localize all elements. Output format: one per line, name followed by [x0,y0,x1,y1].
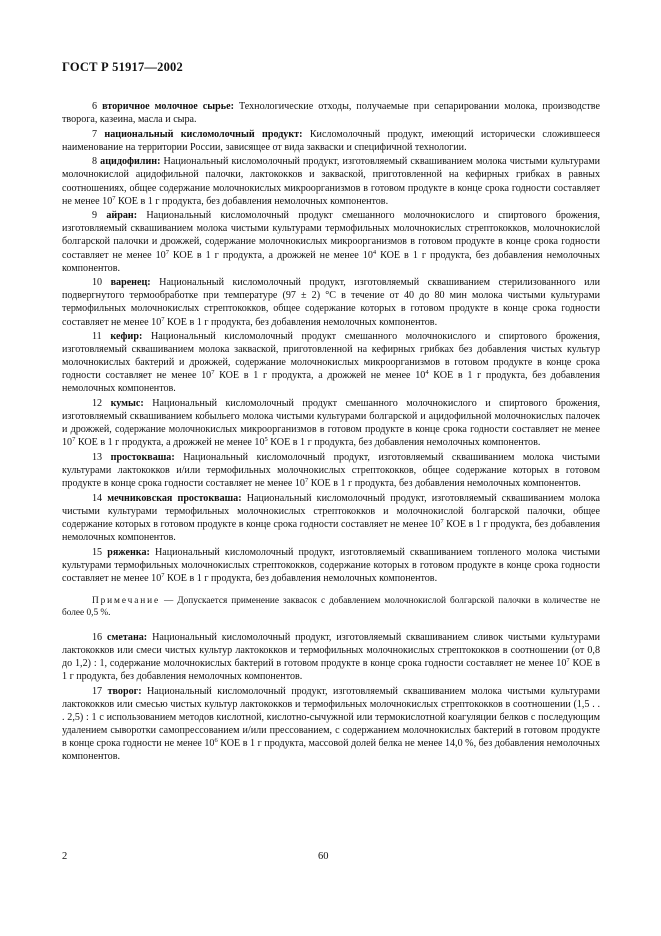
definition-term: ряженка: [107,546,150,558]
exponent: 4 [425,369,429,377]
definition-text: КОЕ в 1 г продукта, без добавления немолочных компонентов. [62,370,600,395]
definition-text: КОЕ в 1 г продукта, без добавления немолочных компонентов. [62,249,600,274]
definition-paragraph [62,128,600,154]
sheet-number: 60 [318,851,329,862]
definition-text: КОЕ в 1 г продукта, без добавления немолочных компонентов. [267,437,541,449]
definition-text: Национальный кисломолочный продукт смешанного молочнокислого и спиртового брожения, изготовляемый сквашиванием молока закваской, приготовленной на кефирных грибках без добавления чистых культур молочнокислых бактерий и дрожжей, содержание молочнокислых микроорганизмов в готовом продукте в конце срока годности составляет не менее 10 [62,331,600,382]
definition-paragraph [62,546,600,585]
definition-text: Национальный кисломолочный продукт, изготовляемый сквашиванием молока чистыми культурами лактококков и/или термофильных молочнокислых стрептококков, общее содержание которых в готовом продукте в конце срока годности составляет не менее 10 [62,451,600,490]
definition-text: Национальный кисломолочный продукт, изготовляемый сквашиванием молока чистыми культурами термофильных молочнокислых стрептококков и молочнокислой болгарской палочки, общее содержание которых в готовом продукте в конце срока годности составляет не менее 10 [62,492,600,530]
definition-term: кефир: [110,331,143,343]
definition-number: 12 [92,398,103,410]
definition-number: 10 [92,277,103,289]
definition-number: 15 [92,546,103,558]
note [62,595,600,620]
definition-paragraph [62,276,600,328]
page-number: 2 [62,851,68,862]
definition-term: простокваша: [110,451,175,463]
definition-text: Национальный кисломолочный продукт, изготовляемый сквашиванием молока чистыми культурами молочнокислой ацидофильной палочки, лактококков и закваской, приготовленной на кефирных грибках в равных соотношениях, общее содержание молочнокислых микроорганизмов в готовом продукте в конце срока годности составляет не менее 10 [62,156,601,207]
note-text: — Допускается применение заквасок с добавлением молочнокислой болгарской палочки в количестве не более 0,5 %. [62,595,600,619]
definition-number: 7 [92,128,98,140]
definition-text: КОЕ в 1 г продукта, без добавления немолочных компонентов. [164,316,438,328]
definition-text: Национальный кисломолочный продукт, изготовляемый сквашиванием сливок чистыми культурами лактококков или смеси чистых культур лактококков и термофильных молочнокислых стрептококков в соотношении (от 0,8 до 1,2) : 1, содержание молочнокислых бактерий в готовом продукте в конце срока годности составляет не менее 10 [62,632,600,670]
definition-number: 9 [92,210,98,222]
definition-term: вторичное молочное сырье: [102,101,234,112]
definition-paragraph [62,685,600,764]
definition-paragraph [62,492,600,544]
definition-term: айран: [106,210,138,222]
exponent: 6 [214,737,218,745]
definition-number: 11 [92,331,102,343]
definition-text: Национальный кисломолочный продукт смешанного молочнокислого и спиртового брожения, изготовляемый сквашиванием молока чистыми культурами термофильных молочнокислых стрептококков, молочнокислой болгарской палочки и дрожжей, содержание молочнокислых микроорганизмов в готовом продукте в конце срока годности составляет не менее 10 [62,210,601,261]
definitions-list-continued [62,631,600,763]
definition-number: 16 [92,632,103,644]
definition-paragraph [62,155,600,207]
definition-text: КОЕ в 1 г продукта, а дрожжей не менее 10 [75,437,265,449]
definition-term: сметана: [106,632,148,644]
definition-paragraph [62,451,600,490]
definition-text: КОЕ в 1 г продукта, без добавления немолочных компонентов. [115,195,389,207]
definition-text: Технологические отходы, получаемые при сепарировании молока, производстве творога, казеина, масла и сыра. [62,101,600,126]
definition-text: КОЕ в 1 г продукта, массовой долей белка не менее 14,0 %, без добавления немолочных компонентов. [62,738,600,763]
exponent: 7 [72,436,76,444]
definition-number: 14 [92,492,103,504]
definition-term: варенец: [110,277,151,289]
definition-text: Национальный кисломолочный продукт, изготовляемый сквашиванием стерилизованного или подвергнутого термообработке при температуре (97 ± 2) °С в течение от 40 до 80 мин молока чистыми культурами термофильных молочнокислых стрептококков, общее содержание которых в готовом продукте в конце срока годности составляет не менее 10 [62,277,600,328]
definitions-list [62,100,600,585]
definition-term: мечниковская простокваша: [107,492,242,504]
exponent: 7 [211,369,215,377]
exponent: 7 [165,248,169,256]
definition-paragraph [62,100,600,126]
exponent: 7 [161,315,165,323]
definition-number: 17 [92,685,103,697]
exponent: 7 [161,571,165,579]
definition-paragraph [62,330,600,395]
definition-paragraph [62,397,600,449]
definition-number: 13 [92,451,103,463]
definition-text: Национальный кисломолочный продукт, изготовляемый сквашиванием топленого молока чистыми культурами термофильных молочнокислых стрептококков, содержание которых в готовом продукте в конце срока годности составляет не менее 10 [62,546,600,584]
definition-term: национальный кисломолочный продукт: [104,128,303,140]
definition-text: КОЕ в 1 г продукта, без добавления немолочных компонентов. [62,658,600,683]
definition-number: 8 [92,156,98,168]
definition-term: ацидофилин: [100,156,161,168]
definition-number: 6 [92,101,98,112]
exponent: 7 [566,657,570,665]
definition-term: кумыс: [110,398,144,410]
exponent: 7 [440,517,444,525]
definition-text: КОЕ в 1 г продукта, без добавления немолочных компонентов. [164,572,438,584]
definition-text: КОЕ в 1 г продукта, а дрожжей не менее 10 [168,249,373,261]
definition-text: Кисломолочный продукт, имеющий исторически сложившееся наименование на территории России, зависящее от вида закваски и специфичной технологии. [62,128,600,153]
exponent: 4 [372,248,377,256]
document-page [62,60,600,765]
definition-text: КОЕ в 1 г продукта, а дрожжей не менее 10 [214,370,426,382]
document-header: ГОСТ Р 51917—2002 [62,60,183,74]
definition-term: творог: [107,685,142,697]
exponent: 7 [112,194,116,202]
definition-paragraph [62,209,600,274]
definition-text: Национальный кисломолочный продукт, изготовляемый сквашиванием молока чистыми культурами лактококков или смесью чистых культур лактококков и термофильных молочнокислых стрептококков в соотношении (1,5 . . . 2,5) : 1 с использованием методов кислотной, кислотно-сычужной или термокислотной коагуляции белков с последующим удалением сыворотки самопрессованием и/или прессованием, с содержанием молочнокислых бактерий в готовом продукте в конце срока годности не менее 10 [62,685,600,750]
definition-text: КОЕ в 1 г продукта, без добавления немолочных компонентов. [62,518,600,543]
exponent: 5 [264,436,268,444]
definition-text: Национальный кисломолочный продукт смешанного молочнокислого и спиртового брожения, изготовляемый сквашиванием кобыльего молока чистыми культурами болгарской и ацидофильной молочнокислых палочек и дрожжей, содержание молочнокислых микроорганизмов в готовом продукте в конце срока годности составляет не менее 10 [62,398,600,449]
definition-paragraph [62,631,600,683]
note-label: Примечание [92,595,160,606]
definition-text: КОЕ в 1 г продукта, без добавления немолочных компонентов. [308,478,581,490]
exponent: 7 [304,477,309,485]
